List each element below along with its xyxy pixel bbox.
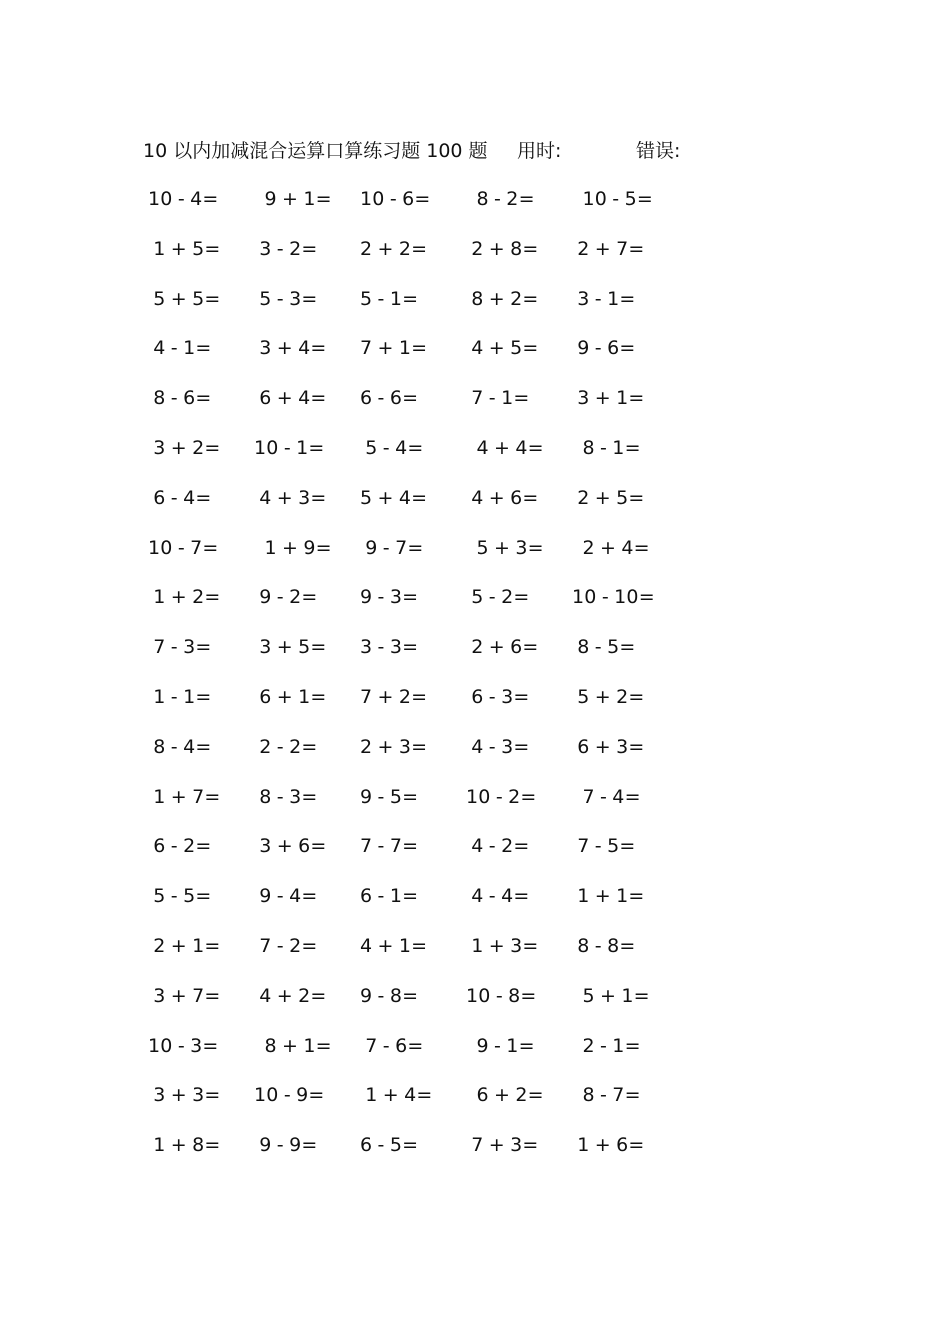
- arithmetic-problem: 6 + 2=: [466, 1084, 544, 1107]
- arithmetic-problem: 7 - 7=: [360, 835, 419, 858]
- worksheet-title: 10 以内加减混合运算口算练习题 100 题: [143, 140, 488, 162]
- arithmetic-problem: 4 - 4=: [466, 885, 530, 908]
- arithmetic-problem: 10 - 4=: [148, 188, 219, 210]
- arithmetic-problem: 1 + 1=: [572, 885, 645, 908]
- arithmetic-problem: 7 - 4=: [572, 785, 641, 808]
- arithmetic-problem: 7 + 2=: [360, 685, 428, 708]
- arithmetic-problem: 2 + 3=: [360, 735, 428, 758]
- arithmetic-problem: 2 + 4=: [572, 536, 650, 559]
- problem-grid: [148, 184, 678, 1180]
- arithmetic-problem: 1 + 6=: [572, 1134, 645, 1157]
- arithmetic-problem: 8 + 1=: [254, 1034, 332, 1057]
- arithmetic-problem: 10 - 5=: [572, 188, 653, 210]
- arithmetic-problem: 7 + 1=: [360, 337, 428, 360]
- arithmetic-problem: 6 + 1=: [254, 685, 327, 708]
- arithmetic-problem: 5 + 3=: [466, 536, 544, 559]
- arithmetic-problem: 8 - 5=: [572, 636, 636, 659]
- arithmetic-problem: 6 - 3=: [466, 685, 530, 708]
- arithmetic-problem: 9 - 8=: [360, 984, 419, 1007]
- arithmetic-problem: 6 + 4=: [254, 387, 327, 410]
- arithmetic-problem: 7 - 1=: [466, 387, 530, 410]
- arithmetic-problem: 3 - 3=: [360, 636, 419, 659]
- arithmetic-problem: 4 + 1=: [360, 934, 428, 957]
- arithmetic-problem: 9 - 7=: [360, 536, 424, 559]
- arithmetic-problem: 5 - 1=: [360, 287, 419, 310]
- errors-label: 错误:: [636, 140, 681, 162]
- arithmetic-problem: 1 + 5=: [148, 237, 221, 260]
- arithmetic-problem: 3 + 1=: [572, 387, 645, 410]
- arithmetic-problem: 8 - 3=: [254, 785, 318, 808]
- arithmetic-problem: 9 - 4=: [254, 885, 318, 908]
- arithmetic-problem: 1 + 4=: [360, 1084, 433, 1107]
- arithmetic-problem: 6 - 5=: [360, 1134, 419, 1157]
- arithmetic-problem: 6 + 3=: [572, 735, 645, 758]
- arithmetic-problem: 9 - 5=: [360, 785, 419, 808]
- arithmetic-problem: 4 - 3=: [466, 735, 530, 758]
- arithmetic-problem: 8 - 7=: [572, 1084, 641, 1107]
- arithmetic-problem: 4 + 6=: [466, 486, 539, 509]
- arithmetic-problem: 10 - 7=: [148, 536, 219, 559]
- arithmetic-problem: 7 + 3=: [466, 1134, 539, 1157]
- arithmetic-problem: 10 - 6=: [360, 188, 431, 210]
- arithmetic-problem: 8 - 1=: [572, 436, 641, 459]
- arithmetic-problem: 2 - 1=: [572, 1034, 641, 1057]
- arithmetic-problem: 8 - 4=: [148, 735, 212, 758]
- arithmetic-problem: 5 + 5=: [148, 287, 221, 310]
- arithmetic-problem: 7 - 5=: [572, 835, 636, 858]
- arithmetic-problem: 6 - 6=: [360, 387, 419, 410]
- arithmetic-problem: 4 - 1=: [148, 337, 212, 360]
- arithmetic-problem: 10 - 9=: [254, 1084, 325, 1107]
- arithmetic-problem: 10 - 10=: [572, 586, 655, 609]
- arithmetic-problem: 4 + 2=: [254, 984, 327, 1007]
- arithmetic-problem: 10 - 3=: [148, 1034, 219, 1057]
- arithmetic-problem: 2 + 8=: [466, 237, 539, 260]
- arithmetic-problem: 9 - 1=: [466, 1034, 535, 1057]
- arithmetic-problem: 9 - 6=: [572, 337, 636, 360]
- arithmetic-problem: 7 - 3=: [148, 636, 212, 659]
- arithmetic-problem: 6 - 2=: [148, 835, 212, 858]
- arithmetic-problem: 1 + 9=: [254, 536, 332, 559]
- arithmetic-problem: 9 + 1=: [254, 188, 332, 210]
- arithmetic-problem: 1 + 8=: [148, 1134, 221, 1157]
- arithmetic-problem: 2 - 2=: [254, 735, 318, 758]
- arithmetic-problem: 6 - 4=: [148, 486, 212, 509]
- arithmetic-problem: 4 + 3=: [254, 486, 327, 509]
- arithmetic-problem: 5 + 1=: [572, 984, 650, 1007]
- arithmetic-problem: 5 - 5=: [148, 885, 212, 908]
- arithmetic-problem: 3 + 7=: [148, 984, 221, 1007]
- arithmetic-problem: 5 + 2=: [572, 685, 645, 708]
- arithmetic-problem: 2 + 5=: [572, 486, 645, 509]
- arithmetic-problem: 9 - 3=: [360, 586, 419, 609]
- arithmetic-problem: 10 - 8=: [466, 984, 537, 1007]
- time-used-label: 用时:: [517, 140, 562, 162]
- arithmetic-problem: 5 - 3=: [254, 287, 318, 310]
- arithmetic-problem: 5 - 2=: [466, 586, 530, 609]
- arithmetic-problem: 7 - 6=: [360, 1034, 424, 1057]
- arithmetic-problem: 3 + 5=: [254, 636, 327, 659]
- arithmetic-problem: 4 + 4=: [466, 436, 544, 459]
- arithmetic-problem: 2 + 6=: [466, 636, 539, 659]
- arithmetic-problem: 5 + 4=: [360, 486, 428, 509]
- arithmetic-problem: 3 + 4=: [254, 337, 327, 360]
- arithmetic-problem: 1 + 3=: [466, 934, 539, 957]
- arithmetic-problem: 4 - 2=: [466, 835, 530, 858]
- arithmetic-problem: 3 + 3=: [148, 1084, 221, 1107]
- arithmetic-problem: 1 + 7=: [148, 785, 221, 808]
- arithmetic-problem: 3 - 1=: [572, 287, 636, 310]
- arithmetic-problem: 9 - 2=: [254, 586, 318, 609]
- arithmetic-problem: 6 - 1=: [360, 885, 419, 908]
- arithmetic-problem: 8 - 2=: [466, 188, 535, 210]
- arithmetic-problem: 10 - 1=: [254, 436, 325, 459]
- arithmetic-problem: 8 + 2=: [466, 287, 539, 310]
- arithmetic-problem: 8 - 8=: [572, 934, 636, 957]
- arithmetic-problem: 4 + 5=: [466, 337, 539, 360]
- arithmetic-problem: 3 + 2=: [148, 436, 221, 459]
- arithmetic-problem: 3 - 2=: [254, 237, 318, 260]
- arithmetic-problem: 10 - 2=: [466, 785, 537, 808]
- arithmetic-problem: 2 + 1=: [148, 934, 221, 957]
- arithmetic-problem: 8 - 6=: [148, 387, 212, 410]
- arithmetic-problem: 2 + 7=: [572, 237, 645, 260]
- arithmetic-problem: 5 - 4=: [360, 436, 424, 459]
- arithmetic-problem: 1 - 1=: [148, 685, 212, 708]
- worksheet-header: [143, 136, 763, 166]
- arithmetic-problem: 9 - 9=: [254, 1134, 318, 1157]
- arithmetic-problem: 1 + 2=: [148, 586, 221, 609]
- arithmetic-problem: 3 + 6=: [254, 835, 327, 858]
- arithmetic-problem: 7 - 2=: [254, 934, 318, 957]
- arithmetic-problem: 2 + 2=: [360, 237, 428, 260]
